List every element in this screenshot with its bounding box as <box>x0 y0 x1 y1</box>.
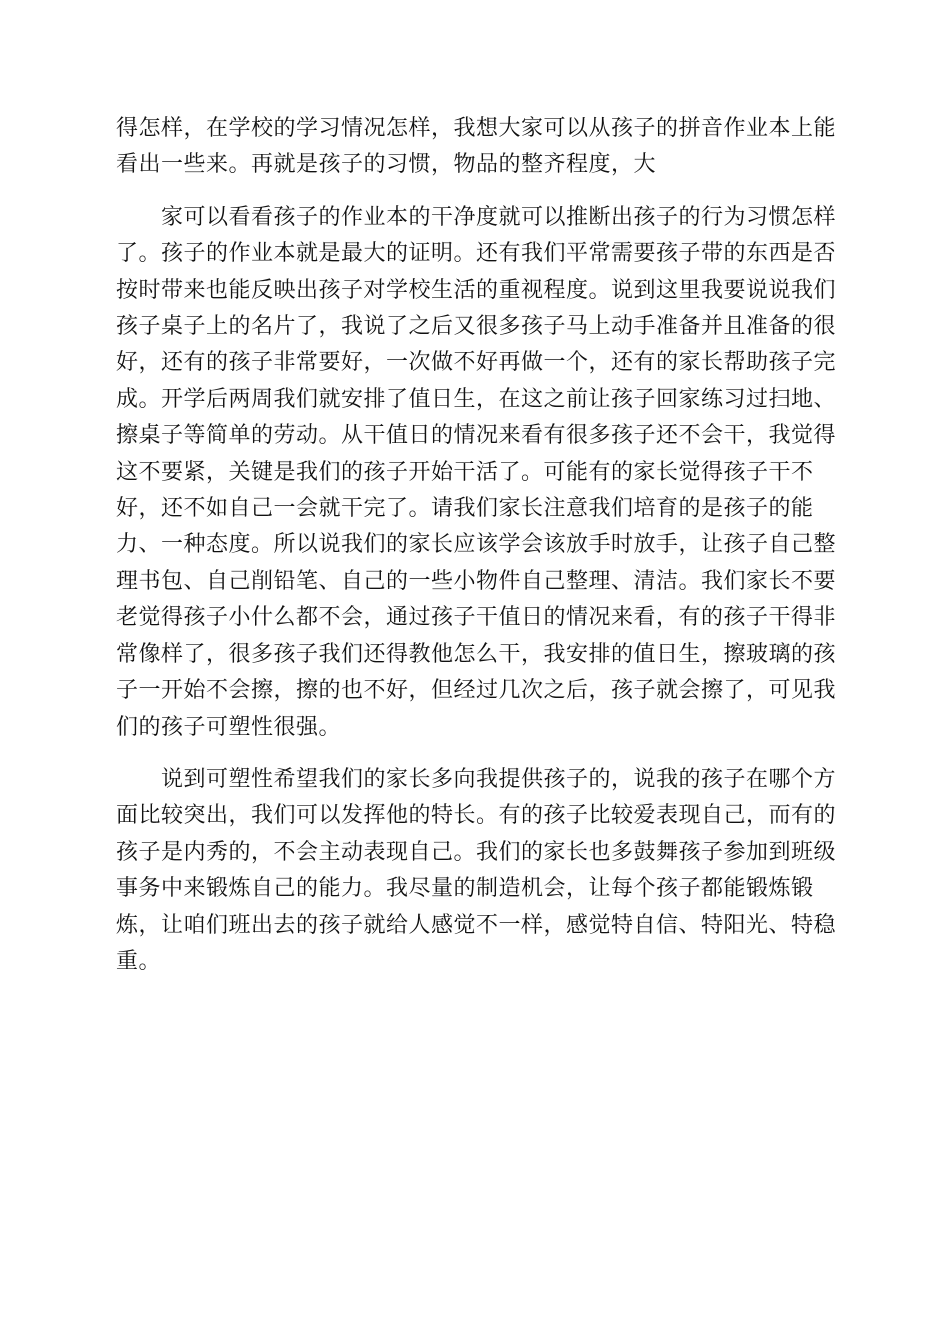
text-line: 力、一种态度。所以说我们的家长应该学会该放手时放手，让孩子自己整 <box>116 532 837 558</box>
text-line: 孩子是内秀的，不会主动表现自己。我们的家长也多鼓舞孩子参加到班级 <box>116 839 837 865</box>
text-line: 好，还有的孩子非常要好，一次做不好再做一个，还有的家长帮助孩子完 <box>116 350 837 376</box>
text-line: 重。 <box>116 948 162 974</box>
document-body <box>116 111 840 980</box>
text-line: 了。孩子的作业本就是最大的证明。还有我们平常需要孩子带的东西是否 <box>116 241 837 267</box>
text-line: 这不要紧，关键是我们的孩子开始干活了。可能有的家长觉得孩子干不 <box>116 459 814 485</box>
text-line: 看出一些来。再就是孩子的习惯，物品的整齐程度，大 <box>116 152 657 178</box>
paragraph-2 <box>116 200 840 746</box>
text-line: 们的孩子可塑性很强。 <box>116 714 342 740</box>
paragraph-1 <box>116 111 840 184</box>
text-line: 按时带来也能反映出孩子对学校生活的重视程度。说到这里我要说说我们 <box>116 277 837 303</box>
text-line: 成。开学后两周我们就安排了值日生，在这之前让孩子回家练习过扫地、 <box>116 386 837 412</box>
text-line: 面比较突出，我们可以发挥他的特长。有的孩子比较爱表现自己，而有的 <box>116 803 837 829</box>
text-line: 常像样了，很多孩子我们还得教他怎么干，我安排的值日生，擦玻璃的孩 <box>116 641 837 667</box>
text-line: 老觉得孩子小什么都不会，通过孩子干值日的情况来看，有的孩子干得非 <box>116 605 837 631</box>
text-line: 得怎样，在学校的学习情况怎样，我想大家可以从孩子的拼音作业本上能 <box>116 116 837 141</box>
text-line: 说到可塑性希望我们的家长多向我提供孩子的，说我的孩子在哪个方 <box>161 766 837 792</box>
text-line: 擦桌子等简单的劳动。从干值日的情况来看有很多孩子还不会干，我觉得 <box>116 423 837 449</box>
text-line: 子一开始不会擦，擦的也不好，但经过几次之后，孩子就会擦了，可见我 <box>116 678 837 704</box>
text-line: 事务中来锻炼自己的能力。我尽量的制造机会，让每个孩子都能锻炼锻 <box>116 876 814 902</box>
text-line: 炼，让咱们班出去的孩子就给人感觉不一样，感觉特自信、特阳光、特稳 <box>116 912 837 938</box>
text-line: 家可以看看孩子的作业本的干净度就可以推断出孩子的行为习惯怎样 <box>161 204 837 230</box>
text-line: 孩子桌子上的名片了，我说了之后又很多孩子马上动手准备并且准备的很 <box>116 314 837 340</box>
paragraph-3 <box>116 762 840 980</box>
text-line: 好，还不如自己一会就干完了。请我们家长注意我们培育的是孩子的能 <box>116 496 814 522</box>
text-line: 理书包、自己削铅笔、自己的一些小物件自己整理、清洁。我们家长不要 <box>116 568 837 594</box>
